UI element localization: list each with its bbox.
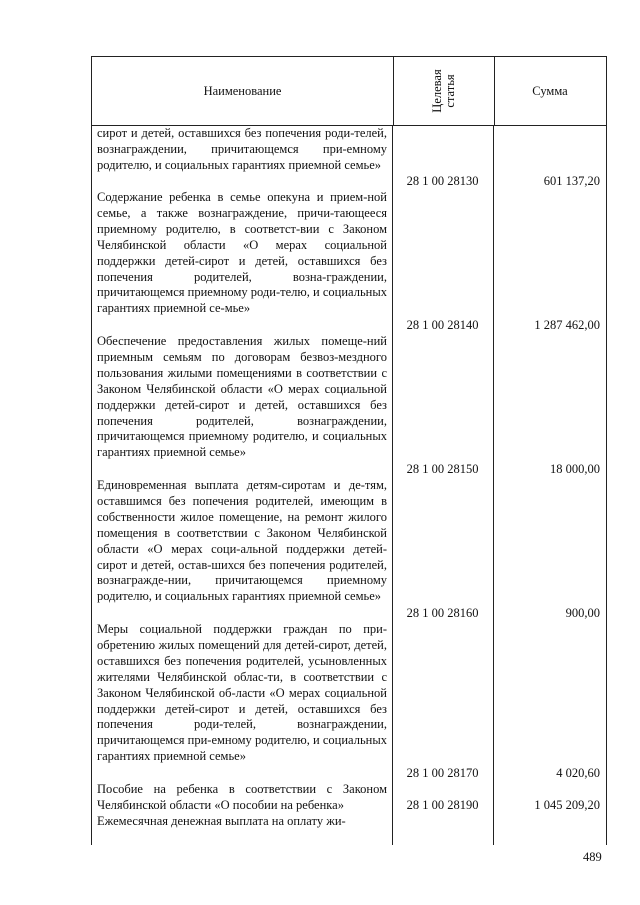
header-code-line1: Целевая: [429, 69, 444, 113]
row-name: Содержание ребенка в семье опекуна и прием-ной семье, а также вознаграждение, причи-тающееся приемному родителю, в соответст-вии с Законом Челябинской области «О мерах социальной поддержки детей-сирот и детей, оставшихся без попечения родителей, возна-граждении, причитающемся приемному роди-телю, и социальных гарантиях приемной се-мье»: [97, 190, 387, 316]
budget-table: [91, 56, 607, 845]
row-sum: 900,00: [565, 606, 600, 620]
row-name: Ежемесячная денежная выплата на оплату жи-: [97, 814, 346, 828]
header-name: Наименование: [92, 57, 394, 125]
row-name: Единовременная выплата детям-сиротам и де-тям, оставшимся без попечения родителей, имеющим в собственности жилое помещение, на ремонт жилого помещения в соответствии с Законом Челябинской области «О мерах соци-альной поддержки детей-сирот и детей, остав-шихся без попечения родителей, вознагражде-нии, причитающемся приемному родителю, и социальных гарантиях приемной семье»: [97, 478, 387, 604]
row-sum: 1 045 209,20: [534, 798, 600, 812]
row-sum: 4 020,60: [556, 766, 600, 780]
row-name: Меры социальной поддержки граждан по при-обретению жилых помещений для детей-сирот, детей, оставшихся без попечения родителей, усыновленных жителями Челябинской облас-ти, в соответствии с Законом Челябинской об-ласти «О мерах социальной поддержки детей-сирот и детей, оставшихся без попечения роди-телей, вознаграждении, причитающемся при-емному родителю, и социальных гарантиях приемной семье»: [97, 622, 387, 764]
row-code: 28 1 00 28150: [406, 462, 479, 476]
row-code: 28 1 00 28160: [406, 606, 479, 620]
header-sum: Сумма: [532, 83, 568, 98]
row-code: 28 1 00 28190: [406, 798, 479, 812]
row-code: 28 1 00 28130: [406, 174, 479, 188]
table-header: [91, 56, 607, 126]
table-divider-2: [493, 126, 494, 845]
row-code: 28 1 00 28140: [406, 318, 479, 332]
row-sum: 1 287 462,00: [534, 318, 600, 332]
row-name: Обеспечение предоставления жилых помеще-ний приемным семьям по договорам безвоз-мездного пользования жилыми помещениями в соответствии с Законом Челябинской области «О мерах социальной поддержки детей-сирот и детей, оставшихся без попечения родителей, вознаграждении, причитающемся приемному родителю, и социальных гарантиях приемной семье»: [97, 334, 387, 460]
header-code: [431, 69, 457, 112]
row-code: 28 1 00 28170: [406, 766, 479, 780]
table-divider-1: [392, 126, 393, 845]
table-border-left: [91, 126, 92, 845]
row-sum: 18 000,00: [550, 462, 600, 476]
header-code-cell: [393, 57, 495, 125]
header-code-line2: статья: [442, 74, 457, 108]
page-number: 489: [583, 850, 602, 864]
row-name: Пособие на ребенка в соответствии с Законом Челябинской области «О пособии на ребенка»: [97, 782, 387, 812]
table-border-right: [606, 126, 607, 845]
row-sum: 601 137,20: [543, 174, 600, 188]
row-name: сирот и детей, оставшихся без попечения роди-телей, вознаграждении, причитающемся при-емному родителю, и социальных гарантиях приемной семье»: [97, 126, 387, 172]
table-body: [91, 126, 607, 845]
